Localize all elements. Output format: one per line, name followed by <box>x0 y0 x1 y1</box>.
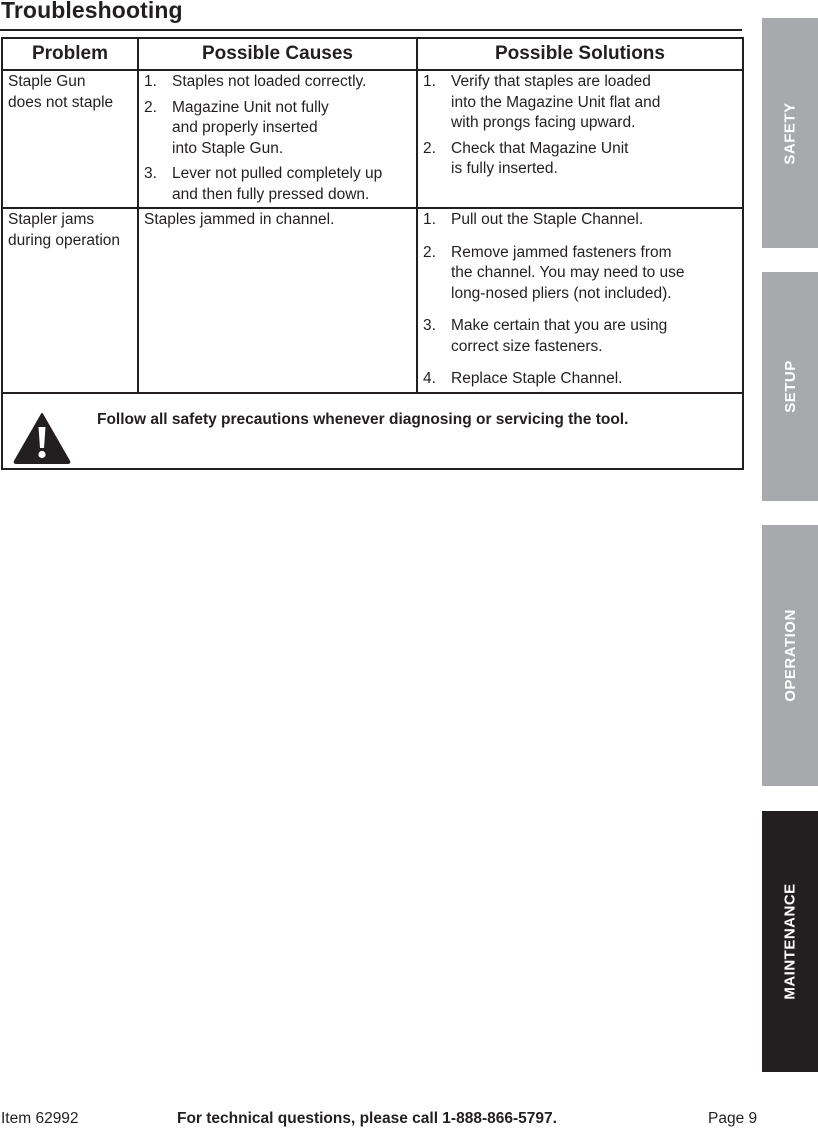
item-number: 1. <box>423 73 436 90</box>
tab-operation[interactable] <box>762 525 818 786</box>
list-item <box>144 72 412 93</box>
footer-page-number: Page 9 <box>708 1110 758 1127</box>
causes-cell <box>138 208 417 393</box>
item-text: Check that Magazine Unit <box>451 139 629 157</box>
warning-row <box>2 393 743 469</box>
item-number: 4. <box>423 370 436 387</box>
header-problem: Problem <box>2 38 138 70</box>
item-text: Lever not pulled completely up <box>172 165 383 182</box>
troubleshooting-table <box>1 37 744 470</box>
tab-safety[interactable] <box>762 18 818 248</box>
footer-tech-support: For technical questions, please call 1-888-866-5797. <box>177 1110 557 1127</box>
table-row <box>2 208 743 393</box>
tab-label: SETUP <box>781 360 799 413</box>
list-item <box>423 243 738 305</box>
tab-label: MAINTENANCE <box>781 883 799 1000</box>
list-item <box>423 72 738 134</box>
page-title: Troubleshooting <box>1 0 183 23</box>
list-item <box>144 164 412 205</box>
item-text: and properly inserted <box>172 119 318 136</box>
item-number: 1. <box>423 211 436 228</box>
item-text: Replace Staple Channel. <box>451 370 623 387</box>
item-number: 3. <box>144 165 157 182</box>
warning-triangle-icon <box>13 412 71 464</box>
list-item <box>423 210 738 231</box>
item-text: the channel. You may need to use <box>451 264 685 281</box>
table-row <box>2 70 743 208</box>
tab-maintenance[interactable] <box>762 811 818 1072</box>
tab-label: SAFETY <box>781 101 799 165</box>
problem-line: Staple Gun <box>8 73 86 90</box>
problem-cell <box>2 70 138 208</box>
item-text: Staples not loaded correctly. <box>172 73 367 90</box>
list-item <box>423 139 738 180</box>
footer-item-number: Item 62992 <box>1 1110 79 1127</box>
item-text: Remove jammed fasteners from <box>451 243 672 261</box>
title-rule <box>0 29 742 31</box>
list-item <box>423 369 738 390</box>
item-text: and then fully pressed down. <box>172 185 370 203</box>
item-text: with prongs facing upward. <box>451 114 636 131</box>
item-number: 2. <box>423 139 436 157</box>
tab-label: OPERATION <box>781 609 799 702</box>
item-text: Pull out the Staple Channel. <box>451 211 644 228</box>
problem-cell <box>2 208 138 393</box>
item-number: 1. <box>144 73 157 90</box>
item-text: is fully inserted. <box>451 160 558 177</box>
solutions-cell <box>417 70 743 208</box>
item-text: Magazine Unit not fully <box>172 98 329 116</box>
item-number: 2. <box>423 243 436 261</box>
item-text: long-nosed pliers (not included). <box>451 284 672 302</box>
list-item <box>423 316 738 357</box>
solutions-cell <box>417 208 743 393</box>
problem-line: during operation <box>8 231 121 249</box>
item-text: Verify that staples are loaded <box>451 73 651 90</box>
causes-cell <box>138 70 417 208</box>
tab-setup[interactable] <box>762 272 818 501</box>
item-text: correct size fasteners. <box>451 337 603 355</box>
problem-line: Stapler jams <box>8 211 95 228</box>
table-header-row <box>2 38 743 70</box>
safety-warning-text: Follow all safety precautions whenever diagnosing or servicing the tool. <box>97 410 629 428</box>
item-text: into the Magazine Unit flat and <box>451 93 661 111</box>
item-number: 3. <box>423 317 436 334</box>
item-text: Make certain that you are using <box>451 317 668 334</box>
cause-text: Staples jammed in channel. <box>144 211 335 228</box>
warning-cell <box>2 393 743 469</box>
item-number: 2. <box>144 98 157 116</box>
list-item <box>144 98 412 160</box>
header-possible-causes: Possible Causes <box>138 38 417 70</box>
item-text: into Staple Gun. <box>172 139 284 157</box>
problem-line: does not staple <box>8 93 114 111</box>
header-possible-solutions: Possible Solutions <box>417 38 743 70</box>
